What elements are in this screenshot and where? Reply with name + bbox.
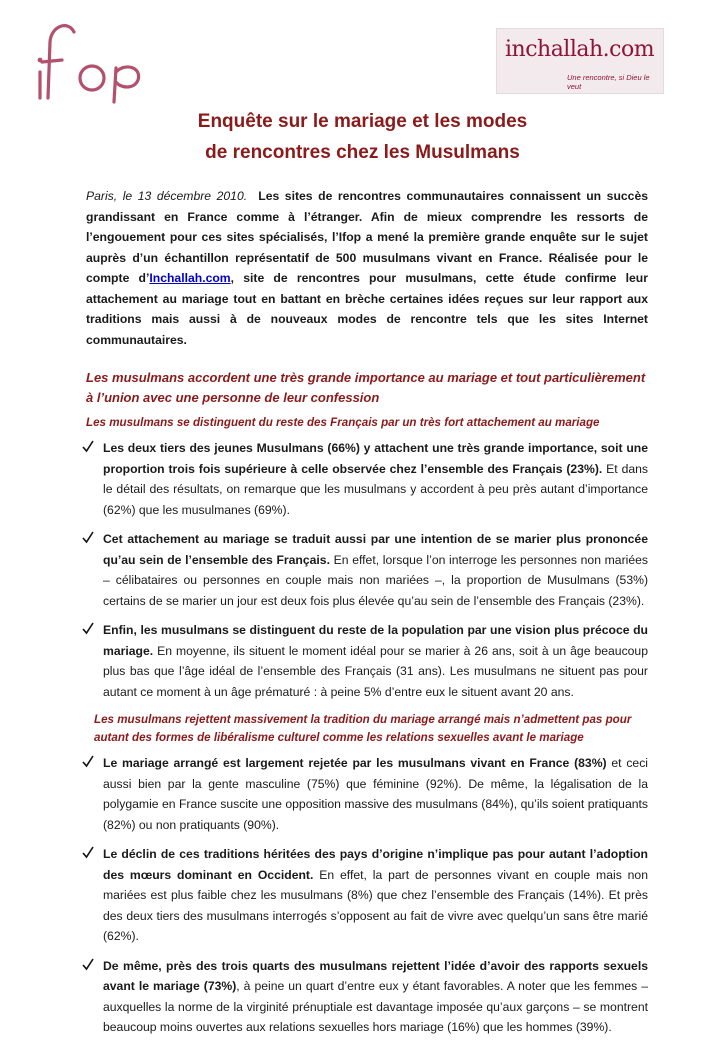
list-item-text: Et dans le détail des résultats, on remarque que les musulmans y accordent à peu près autant d’importance (62%) que les musulmanes (69%).: [103, 461, 648, 517]
inchallah-logo-text: inchallah.com: [505, 37, 655, 62]
checkmark-icon: [82, 440, 94, 454]
article-body: [86, 186, 648, 1047]
list-item: [86, 753, 648, 835]
list-item: [86, 529, 648, 611]
list-item-bold: Le mariage arrangé est largement rejetée par les musulmans vivant en France (83%): [103, 756, 607, 770]
list-item: [86, 956, 648, 1038]
list-item: [86, 844, 648, 947]
checkmark-icon: [82, 958, 94, 972]
checkmark-icon: [82, 846, 94, 860]
ifop-logo: [22, 12, 167, 104]
list-item: [86, 438, 648, 520]
list-item-text: En effet, la part de personnes vivant en couple mais non mariées est plus faible chez les musulmans (8%) que chez l’ensemble des Français (14%). Et près des deux tiers des musulmans interrogés s’opposent au fait de vivre avec quelqu’un sans être marié (62%).: [103, 867, 648, 943]
list-item-text: En moyenne, ils situent le moment idéal pour se marier à 26 ans, soit à un âge beaucoup plus bas que l’âge idéal de l’ensemble des Français (31 ans). Les musulmans ne situent pas pour autant ce moment à un âge prématuré : à peine 5% d’entre eux le situent avant 20 ans.: [103, 643, 648, 699]
list-item-bold: De même, près des trois quarts des musulmans rejettent l’idée d’avoir des rapports sexuels avant le mariage (73%): [103, 958, 648, 993]
inchallah-link[interactable]: Inchallah.com: [149, 271, 231, 285]
checkmark-icon: [82, 531, 94, 545]
title-line-2: de rencontres chez les Musulmans: [205, 142, 520, 163]
section-2-subheading: Les musulmans rejettent massivement la tradition du mariage arrangé mais n’admettent pas pour autant des formes de libéralisme culturel comme les relations sexuelles avant le mariage: [94, 713, 632, 744]
section-1-heading: Les musulmans accordent une très grande importance au mariage et tout particulièrement à l’union avec une personne de leur confession: [86, 370, 646, 405]
list-item-text: En effet, lorsque l’on interroge les personnes non mariées – célibataires ou personnes en couple mais non mariées –, la proportion de Musulmans (53%) certains de se marier un jour est deux fois plus élevée qu’au sein de l’ensemble des Français (23%).: [103, 552, 648, 608]
title-line-1: Enquête sur le mariage et les modes: [197, 111, 528, 132]
list-item-bold: Cet attachement au mariage se traduit aussi par une intention de se marier plus prononcée qu’au sein de l’ensemble des Français.: [103, 532, 648, 567]
ifop-logo-text: ifop: [22, 12, 24, 13]
intro-text-after-link: , site de rencontres pour musulmans, cette étude confirme leur attachement au mariage tout en battant en brèche certaines idées reçues sur leur rapport aux traditions mais aussi à de nouveaux modes de rencontre tels que les sites Internet communautaires.: [86, 271, 648, 347]
inchallah-logo: [496, 28, 664, 94]
intro-paragraph: [86, 186, 648, 350]
checkmark-icon: [82, 755, 94, 769]
inchallah-tagline: Une rencontre, si Dieu le veut: [567, 73, 650, 91]
list-item: [86, 620, 648, 702]
list-item-bold: Les deux tiers des jeunes Musulmans (66%) y attachent une très grande importance, soit une proportion trois fois supérieure à celle observée chez l’ensemble des Français (23%).: [103, 441, 648, 476]
section-2-list: [86, 753, 648, 1038]
list-item-text: , à peine un quart d’entre eux y étant favorables. A noter que les femmes – auxquelles la norme de la virginité prénuptiale est davantage imposée qu’aux garçons – se montrent beaucoup moins ouvertes aux relations sexuelles hors mariage (16%) que les hommes (39%).: [103, 979, 649, 1034]
page-title: [0, 106, 725, 168]
section-1-list: [86, 438, 648, 702]
checkmark-icon: [82, 622, 94, 636]
section-1-subheading: Les musulmans se distinguent du reste des Français par un très fort attachement au mariage: [86, 416, 600, 429]
list-item-text: et ceci aussi bien par la gente masculine (75%) que féminine (92%). De même, la légalisation de la polygamie en France suscite une opposition massive des musulmans (84%), qu’ils soient pratiquants (82%) ou non pratiquants (90%).: [103, 756, 648, 832]
list-item-bold: Le déclin de ces traditions héritées des pays d’origine n’implique pas pour autant l’adoption des mœurs dominant en Occident.: [103, 847, 648, 882]
intro-text-before-link: Les sites de rencontres communautaires connaissent un succès grandissant en France comme à l’étranger. Afin de mieux comprendre les ressorts de l’engouement pour ces sites spécialisés, l’Ifop a mené la première grande enquête sur le sujet auprès d’un échantillon représentatif de 500 musulmans vivant en France. Réalisée pour le compte d’: [86, 189, 648, 285]
intro-date: Paris, le 13 décembre 2010.: [86, 189, 248, 203]
list-item-bold: Enfin, les musulmans se distinguent du reste de la population par une vision plus précoce du mariage.: [103, 623, 648, 658]
